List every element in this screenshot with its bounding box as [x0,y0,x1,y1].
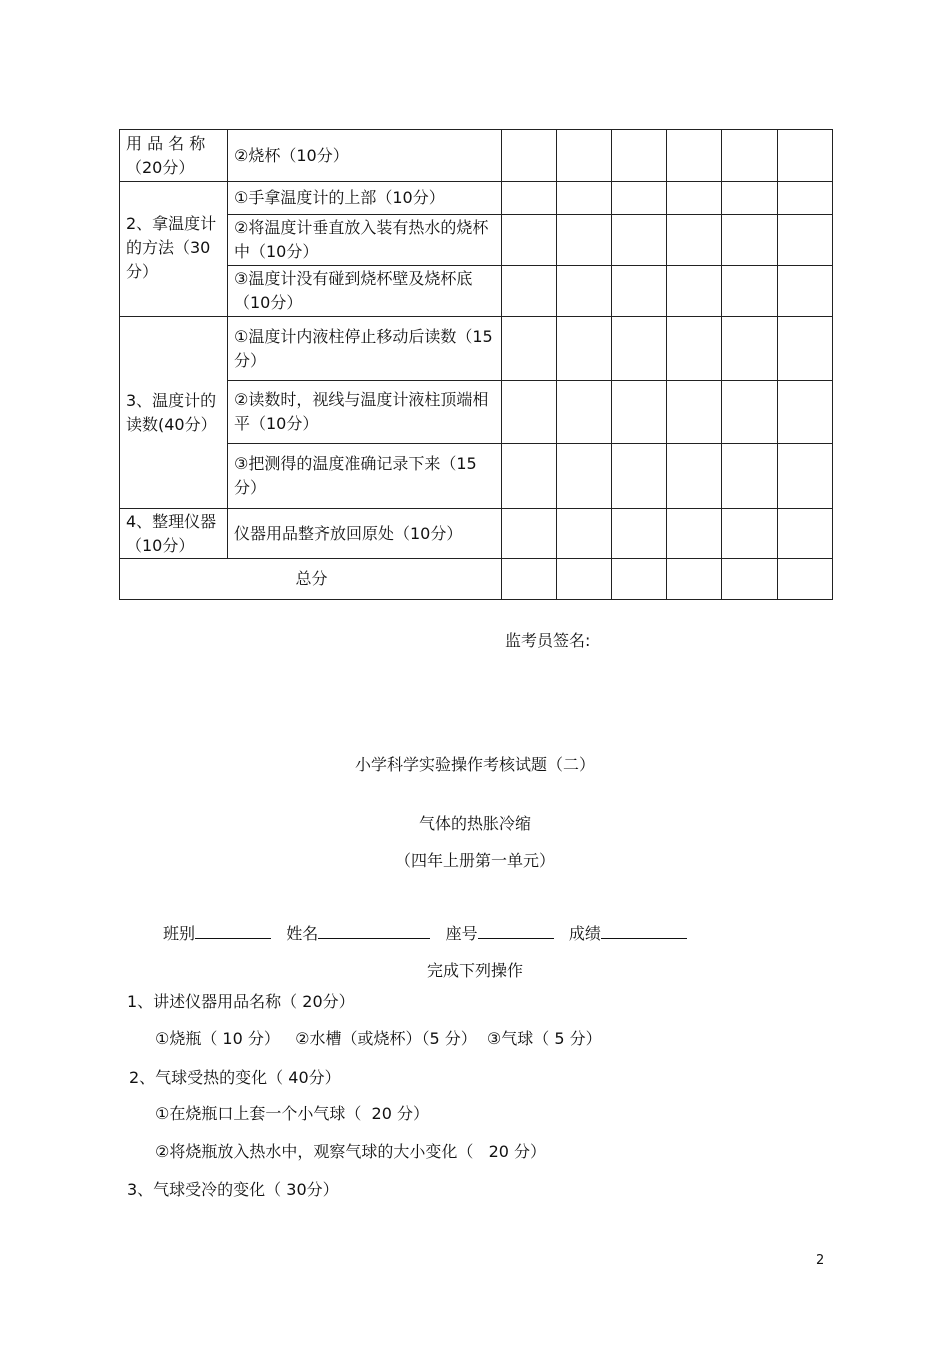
score-cell [612,559,667,600]
item-cell: ①手拿温度计的上部（10分） [228,182,502,215]
score-cell [502,381,557,444]
exam-title: 小学科学实验操作考核试题（二） [354,755,595,774]
instruction: 完成下列操作 [426,961,523,980]
class-label: 班别 [163,924,196,943]
q3-title: 3、气球受冷的变化（ 30分） [127,1180,339,1199]
unit-note: （四年上册第一单元） [394,851,555,870]
score-cell [722,130,778,182]
page-number: 2 [816,1253,825,1268]
score-cell [557,215,612,266]
score-cell [502,444,557,509]
table-row [120,559,833,600]
score-cell [612,130,667,182]
score-cell [778,266,833,317]
score-cell [722,509,778,559]
score-cell [778,444,833,509]
score-table [119,129,833,600]
category-cell: 4、整理仪器（10分） [120,509,228,559]
score-cell [667,559,722,600]
total-label-cell: 总分 [120,559,502,600]
score-cell [502,215,557,266]
score-cell [722,317,778,381]
item-cell: ③温度计没有碰到烧杯壁及烧杯底（10分） [228,266,502,317]
table-row [120,317,833,381]
score-cell [612,182,667,215]
table-row [120,182,833,215]
name-label: 姓名 [286,924,319,943]
category-cell: 用 品 名 称（20分） [120,130,228,182]
score-cell [667,182,722,215]
experiment-title: 气体的热胀冷缩 [418,814,531,833]
score-cell [722,215,778,266]
score-cell [612,509,667,559]
score-cell [612,215,667,266]
score-cell [502,130,557,182]
score-label: 成绩 [568,924,601,943]
seat-blank[interactable] [478,920,554,939]
q2-item: ①在烧瓶口上套一个小气球（ 20 分） [155,1104,429,1123]
score-cell [722,444,778,509]
score-cell [502,509,557,559]
signature-label: 监考员签名: [505,631,591,650]
q2-item: ②将烧瓶放入热水中，观察气球的大小变化（ 20 分） [155,1142,547,1161]
table-row [120,130,833,182]
score-cell [557,266,612,317]
score-cell [667,266,722,317]
score-cell [667,317,722,381]
score-cell [667,444,722,509]
score-cell [667,215,722,266]
score-cell [612,444,667,509]
score-cell [557,559,612,600]
item-cell: ②将温度计垂直放入装有热水的烧杯中（10分） [228,215,502,266]
score-cell [557,317,612,381]
score-cell [778,559,833,600]
score-cell [722,266,778,317]
score-cell [612,317,667,381]
score-cell [667,509,722,559]
score-cell [778,215,833,266]
table-row [120,509,833,559]
item-cell: ①温度计内液柱停止移动后读数（15分） [228,317,502,381]
category-cell: 2、拿温度计的方法（30分） [120,182,228,317]
score-cell [502,182,557,215]
q1-title: 1、讲述仪器用品名称（ 20分） [127,992,355,1011]
score-cell [778,182,833,215]
category-cell: 3、温度计的读数(40分） [120,317,228,509]
item-cell: ③把测得的温度准确记录下来（15分） [228,444,502,509]
score-cell [722,559,778,600]
class-blank[interactable] [195,920,271,939]
score-cell [557,130,612,182]
score-cell [667,381,722,444]
score-cell [502,266,557,317]
student-info-line [163,920,687,944]
score-cell [557,381,612,444]
score-cell [612,266,667,317]
item-cell: ②烧杯（10分） [228,130,502,182]
q2-title: 2、气球受热的变化（ 40分） [129,1068,341,1087]
q1-items: ①烧瓶（ 10 分） ②水槽（或烧杯）（5 分） ③气球（ 5 分） [155,1029,602,1048]
score-cell [557,182,612,215]
score-cell [778,509,833,559]
score-cell [778,317,833,381]
score-cell [502,559,557,600]
score-cell [667,130,722,182]
score-cell [502,317,557,381]
score-cell [557,509,612,559]
score-blank[interactable] [601,920,687,939]
score-cell [557,444,612,509]
score-cell [612,381,667,444]
seat-label: 座号 [445,924,478,943]
score-cell [778,130,833,182]
item-cell: ②读数时，视线与温度计液柱顶端相平（10分） [228,381,502,444]
score-cell [722,182,778,215]
score-cell [778,381,833,444]
item-cell: 仪器用品整齐放回原处（10分） [228,509,502,559]
name-blank[interactable] [318,920,430,939]
score-cell [722,381,778,444]
